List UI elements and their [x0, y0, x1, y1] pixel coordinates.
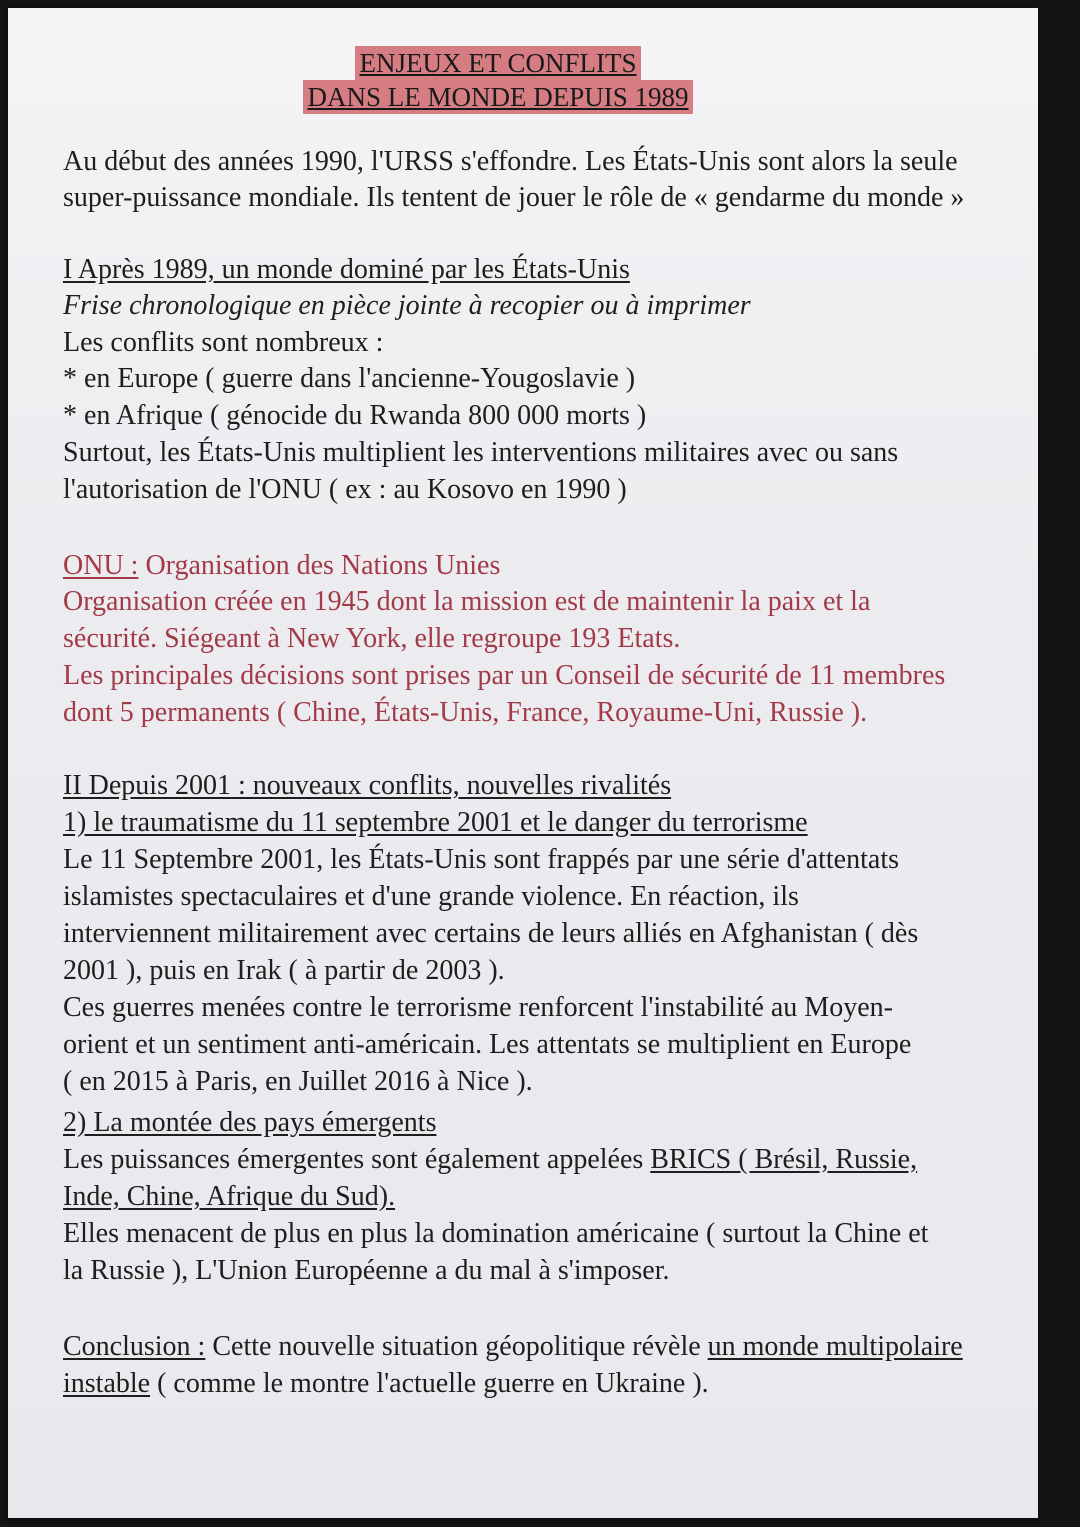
section2-sub2-line-1	[63, 1142, 917, 1178]
definition-line-2: sécurité. Siégeant à New York, elle regroupe 193 Etats.	[63, 623, 681, 654]
section2-sub1-line-5: Ces guerres menées contre le terrorisme renforcent l'instabilité au Moyen-	[63, 992, 893, 1023]
section2-subheading-1: 1) le traumatisme du 11 septembre 2001 et le danger du terrorisme	[63, 807, 808, 838]
brics-intro: Les puissances émergentes sont également appelées	[63, 1144, 651, 1175]
section1-line-2: * en Europe ( guerre dans l'ancienne-Yougoslavie )	[63, 363, 636, 394]
section1-line-5: l'autorisation de l'ONU ( ex : au Kosovo en 1990 )	[63, 474, 627, 505]
definition-line-4: dont 5 permanents ( Chine, États-Unis, France, Royaume-Uni, Russie ).	[63, 697, 868, 728]
definition-line-1: Organisation créée en 1945 dont la mission est de maintenir la paix et la	[63, 586, 871, 617]
section2-sub1-line-2: islamistes spectaculaires et d'une grande violence. En réaction, ils	[63, 881, 799, 912]
page-title	[8, 46, 988, 114]
definition-term-line	[63, 548, 500, 584]
conclusion-underlined: un monde multipolaire	[707, 1331, 963, 1362]
section2-sub1-line-6: orient et un sentiment anti-américain. Les attentats se multiplient en Europe	[63, 1029, 912, 1060]
conclusion-rest: ( comme le montre l'actuelle guerre en Ukraine ).	[150, 1368, 709, 1399]
conclusion-text: Cette nouvelle situation géopolitique révèle	[205, 1331, 708, 1362]
section2-sub2-line-4: la Russie ), L'Union Européenne a du mal à s'imposer.	[63, 1255, 670, 1286]
conclusion-line-1	[63, 1329, 963, 1365]
intro-line-2: super-puissance mondiale. Ils tentent de jouer le rôle de « gendarme du monde »	[63, 182, 965, 213]
section1-line-3: * en Afrique ( génocide du Rwanda 800 000 morts )	[63, 400, 647, 431]
conclusion-line-2	[63, 1366, 709, 1402]
title-line-1: ENJEUX ET CONFLITS	[355, 46, 640, 80]
section2-subheading-2: 2) La montée des pays émergents	[63, 1107, 437, 1138]
section2-sub2-line-2	[63, 1179, 395, 1215]
section1-line-4: Surtout, les États-Unis multiplient les interventions militaires avec ou sans	[63, 437, 899, 468]
brics-list-part-2: Inde, Chine, Afrique du Sud).	[63, 1181, 396, 1212]
definition-term: ONU :	[63, 550, 139, 581]
section2-heading: II Depuis 2001 : nouveaux conflits, nouvelles rivalités	[63, 770, 672, 801]
section1-note: Frise chronologique en pièce jointe à recopier ou à imprimer	[63, 290, 751, 321]
section2-sub1-line-1: Le 11 Septembre 2001, les États-Unis sont frappés par une série d'attentats	[63, 844, 899, 875]
intro-line-1: Au début des années 1990, l'URSS s'effondre. Les États-Unis sont alors la seule	[63, 146, 958, 177]
section2-sub2-line-3: Elles menacent de plus en plus la domination américaine ( surtout la Chine et	[63, 1218, 929, 1249]
section2-sub1-line-3: interviennent militairement avec certains de leurs alliés en Afghanistan ( dès	[63, 918, 919, 949]
title-line-2: DANS LE MONDE DEPUIS 1989	[303, 80, 692, 114]
definition-term-rest: Organisation des Nations Unies	[138, 550, 501, 581]
section2-sub1-line-4: 2001 ), puis en Irak ( à partir de 2003 ).	[63, 955, 505, 986]
section1-heading: I Après 1989, un monde dominé par les États-Unis	[63, 254, 630, 285]
paper-sheet	[8, 8, 1038, 1518]
conclusion-instable: instable	[63, 1368, 151, 1399]
section1-line-1: Les conflits sont nombreux :	[63, 327, 384, 358]
section2-sub1-line-7: ( en 2015 à Paris, en Juillet 2016 à Nice ).	[63, 1066, 533, 1097]
conclusion-label: Conclusion :	[63, 1331, 206, 1362]
brics-list-part-1: BRICS ( Brésil, Russie,	[650, 1144, 918, 1175]
definition-line-3: Les principales décisions sont prises par un Conseil de sécurité de 11 membres	[63, 660, 946, 691]
